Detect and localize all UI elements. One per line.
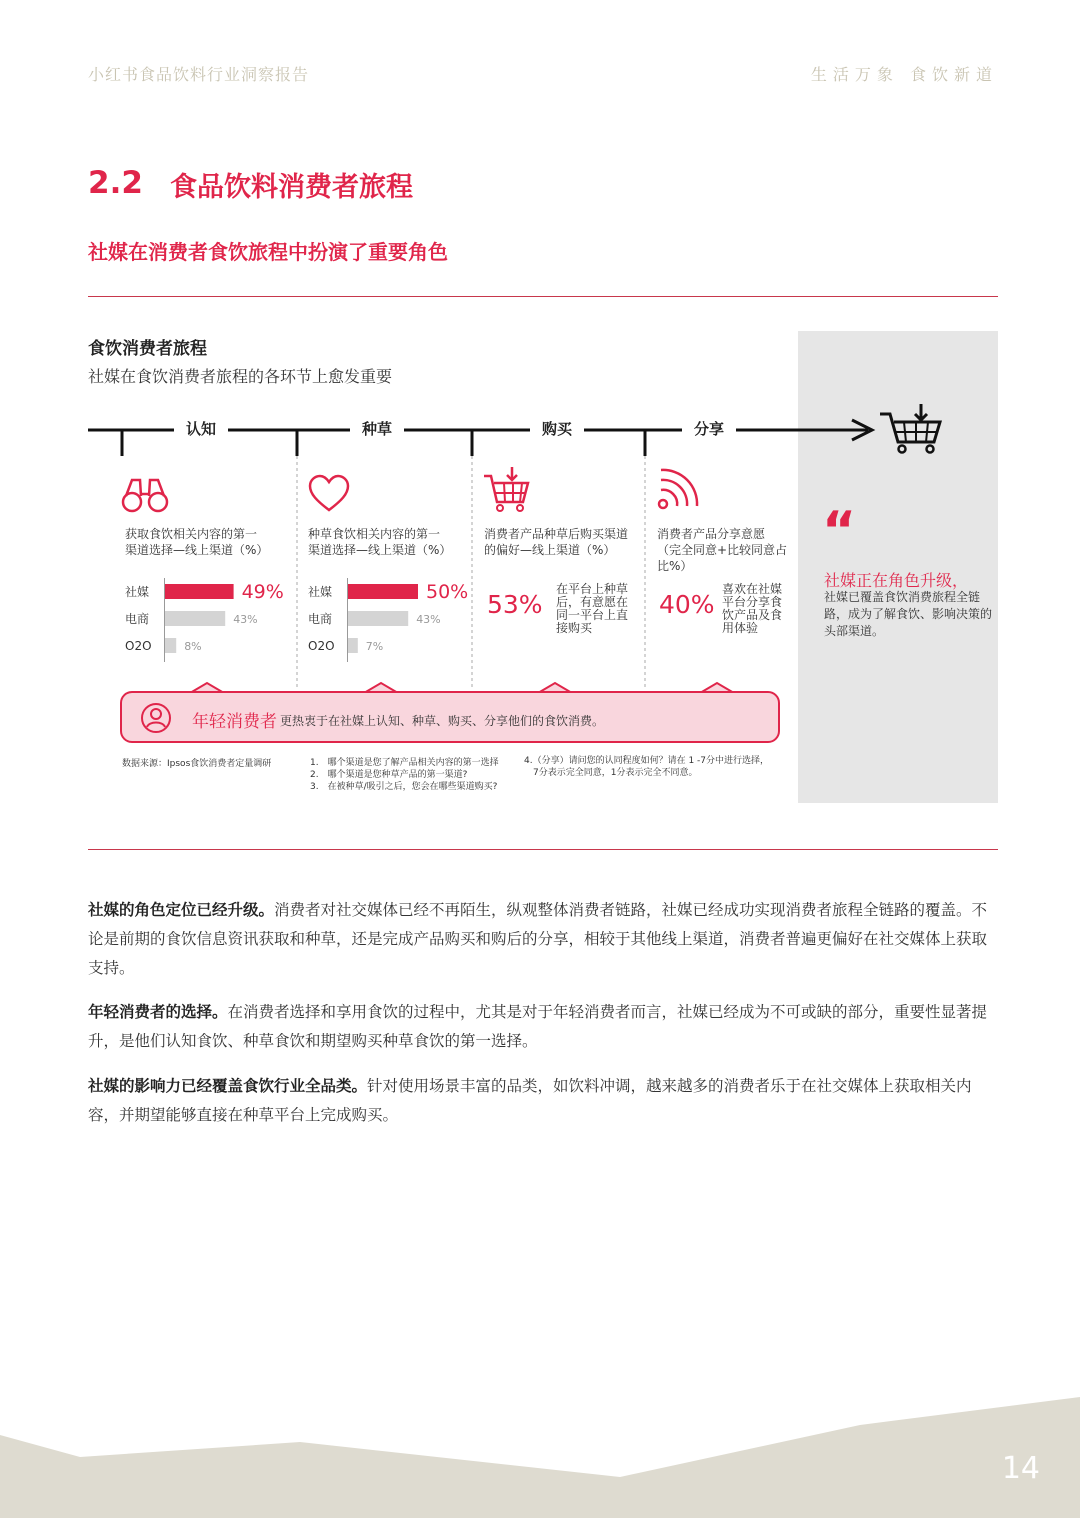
report-title: 小红书食品饮料行业洞察报告	[88, 65, 310, 84]
bar-value: 43%	[416, 613, 441, 626]
panel-text: 社媒已覆盖食饮消费旅程全链路，成为了解食饮、影响决策的头部渠道。	[824, 590, 993, 638]
bar-label: O2O	[125, 639, 152, 653]
seeding-desc: 种草食饮相关内容的第一 渠道选择—线上渠道（%）	[308, 527, 452, 557]
bar-value: 43%	[233, 613, 258, 626]
section-number: 2.2	[88, 165, 143, 201]
bar-label: 社媒	[125, 585, 150, 599]
share-desc: 消费者产品分享意愿 （完全同意+比较同意占 比%）	[657, 527, 788, 573]
report-slogan: 生活万象 食饮新道	[810, 65, 998, 84]
young-consumer-highlight: 年轻消费者	[192, 712, 277, 732]
data-source: 数据来源：Ipsos食饮消费者定量调研	[122, 759, 272, 769]
paragraph-2: 年轻消费者的选择。在消费者选择和享用食饮的过程中，尤其是对于年轻消费者而言，社媒已经成为不可或缺的部分，重要性显著提升，是他们认知食饮、种草食饮和期望购买种草食饮的第一选择。	[88, 1003, 988, 1050]
bar	[165, 584, 234, 599]
page-number: 14	[1001, 1451, 1040, 1486]
bar	[165, 611, 225, 626]
user-icon	[140, 702, 172, 734]
panel-highlight: 社媒正在角色升级，	[824, 571, 969, 590]
bar	[348, 638, 358, 653]
purchase-percent: 53%	[487, 590, 543, 619]
awareness-bar-chart	[125, 578, 295, 666]
binoculars-icon	[120, 476, 170, 516]
heart-icon	[307, 474, 351, 514]
section-subtitle: 社媒在消费者食饮旅程中扮演了重要角色	[88, 240, 448, 264]
purchase-percent-desc: 在平台上种草 后，有意愿在 同一平台上直 接购买	[556, 582, 629, 635]
awareness-desc: 获取食饮相关内容的第一 渠道选择—线上渠道（%）	[125, 527, 269, 557]
shopping-cart-icon	[482, 466, 532, 514]
bar	[165, 638, 176, 653]
paragraph-1: 社媒的角色定位已经升级。消费者对社交媒体已经不再陌生，纵观整体消费者链路，社媒已经成功实现消费者旅程全链路的覆盖。不论是前期的食饮信息资讯获取和种草，还是完成产品购买和购后的分享，相较于其他线上渠道，消费者普遍更偏好在社交媒体上获取支持。	[88, 901, 988, 977]
stage-purchase: 购买	[530, 418, 584, 439]
bar-value: 7%	[365, 640, 384, 653]
shopping-cart-icon	[876, 402, 946, 454]
stage-seeding: 种草	[350, 418, 404, 439]
figure-subtitle: 社媒在食饮消费者旅程的各环节上愈发重要	[88, 367, 393, 386]
bar-value: 8%	[184, 640, 202, 653]
bar-label: 社媒	[308, 585, 333, 599]
bar-chart-svg	[125, 578, 295, 666]
share-percent-desc: 喜欢在社媒 平台分享食 饮产品及食 用体验	[722, 582, 783, 635]
footer-wave	[0, 1395, 1080, 1518]
bar	[348, 584, 418, 599]
purchase-desc: 消费者产品种草后购买渠道 的偏好—线上渠道（%）	[484, 527, 629, 557]
bar-label: 电商	[308, 612, 333, 626]
seeding-bar-chart	[308, 578, 478, 666]
section-title: 食品饮料消费者旅程	[170, 172, 413, 203]
bar-value: 50%	[426, 581, 469, 603]
bar-label: O2O	[308, 639, 335, 653]
share-signal-icon	[656, 468, 702, 512]
stage-awareness: 认知	[174, 418, 228, 439]
divider-bottom	[88, 849, 998, 850]
young-consumer-text: 更热衷于在社媒上认知、种草、购买、分享他们的食饮消费。	[280, 714, 605, 728]
bar-value: 49%	[241, 581, 284, 603]
notes-left: 1. 哪个渠道是您了解产品相关内容的第一选择 2. 哪个渠道是您种草产品的第一渠道? 3. 在被种草/吸引之后，您会在哪些渠道购买?	[310, 758, 499, 792]
paragraph-3: 社媒的影响力已经覆盖食饮行业全品类。针对使用场景丰富的品类，如饮料冲调，越来越多的消费者乐于在社交媒体上获取相关内容，并期望能够直接在种草平台上完成购买。	[88, 1077, 972, 1124]
bar-chart-svg	[308, 578, 478, 666]
bar	[348, 611, 408, 626]
stage-share: 分享	[682, 418, 736, 439]
share-percent: 40%	[659, 590, 715, 619]
notes-right: 4.（分享）请问您的认同程度如何？请在 1 -7分中进行选择， 7分表示完全同意，1分表示完全不同意。	[524, 756, 770, 778]
quote-mark-icon: “	[822, 501, 857, 561]
bar-label: 电商	[125, 612, 150, 626]
figure-title: 食饮消费者旅程	[88, 339, 207, 359]
